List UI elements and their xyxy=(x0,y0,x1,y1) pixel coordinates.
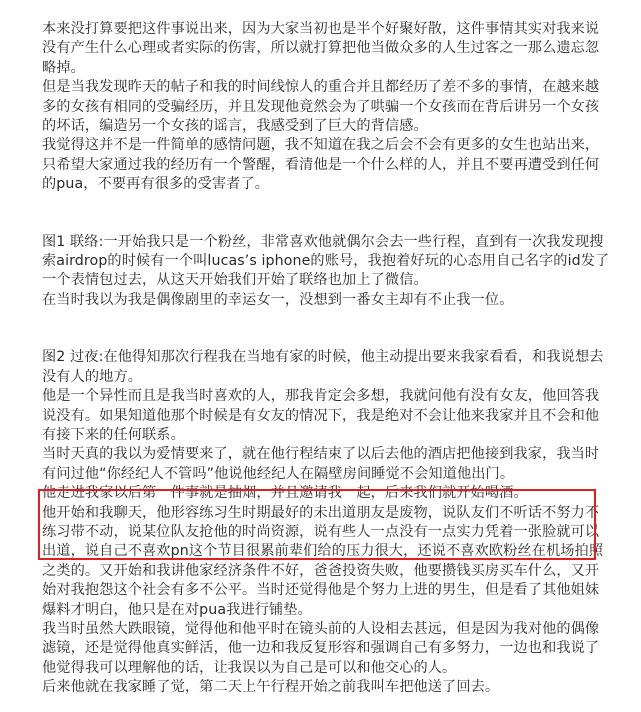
intro-paragraph-3: 我觉得这并不是一件简单的感情问题，我不知道在我之后会不会有更多的女生也站出来，只希望大家通过我的经历有一个警醒，看清他是一个什么样的人，并且不要再遭受到任何的pua，不要再有很多的受害者了。 xyxy=(42,137,600,193)
fig2-paragraph-3: 当时天真的我以为爱情要来了，就在他行程结束了以后去他的酒店把他接到我家，我当时有问过他“你经纪人不管吗”他说他经纪人在隔壁房间睡觉不会知道他出门。 xyxy=(42,446,600,482)
fig2-paragraph-5: 他开始和我聊天，他形容练习生时期最好的未出道朋友是废物，说队友们不听话不努力不练习带不动，说某位队友抢他的时尚资源，说有些人一点没有一点实力凭着一张脸就可以出道，说自己不喜欢pn这个节目很累前辈们给的压力很大，还说不喜欢欧粉丝在机场拍照之类的。又开始和我讲他家经济条件不好，爸爸投资失败，他要攒钱买房买车什么，又开始对我抱怨这个社会有多不公平。当时还觉得他是个努力上进的男生，但是看了其他姐妹爆料才明白，他只是在对pua我进行铺垫。 xyxy=(42,504,604,618)
fig2-paragraph-4: 他走进我家以后第一件事就是抽烟，并且邀请我一起，后来我们就开始喝酒。 xyxy=(42,485,528,502)
intro-paragraph-1: 本来没打算要把这件事说出来，因为大家当初也是半个好聚好散，这件事情其实对我来说没有产生什么心理或者实际的伤害，所以就打算把他当做众多的人生过客之一那么遗忘忽略掉。 xyxy=(42,21,600,76)
fig2-paragraph-6: 我当时虽然大跌眼镜，觉得他和他平时在镜头前的人设相去甚远，但是因为我对他的偶像滤镜，还是觉得他真实鲜活，他一边和我反复形容和强调自己有多努力，一边也和我说了他觉得我可以理解他的话，让我误以为自己是可以和他交心的人。 xyxy=(42,620,600,676)
fig2-paragraph-2: 他是一个异性而且是我当时喜欢的人，那我肯定会多想，我就问他有没有女友，他回答我说没有。如果知道他那个时候是有女友的情况下，我是绝对不会让他来我家并且不会和他有接下来的任何联系。 xyxy=(42,388,600,443)
fig1-paragraph-2: 在当时我以为我是偶像剧里的幸运女一，没想到一番女主却有不止我一位。 xyxy=(42,291,514,308)
intro-paragraph-2: 但是当我发现昨天的帖子和我的时间线惊人的重合并且都经历了差不多的事情，在越来越多的女孩有相同的受骗经历，并且发现他竟然会为了哄骗一个女孩而在背后讲另一个女孩的坏话，编造另一个女孩的谣言，我感受到了巨大的背信感。 xyxy=(42,79,600,135)
section-spacer xyxy=(42,195,612,233)
fig2-paragraph-7: 后来他就在我家睡了觉，第二天上午行程开始之前我叫车把他送了回去。 xyxy=(42,679,500,696)
document-body xyxy=(42,20,612,698)
fig2-paragraph-1: 图2 过夜:在他得知那次行程我在当地有家的时候，他主动提出要来我家看看，和我说想去没有人的地方。 xyxy=(42,349,604,385)
section-spacer xyxy=(42,310,612,348)
fig1-paragraph-1: 图1 联络:一开始我只是一个粉丝，非常喜欢他就偶尔会去一些行程，直到有一次我发现搜索airdrop的时候有一个叫lucas’s iphone的账号，我抱着好玩的心态用自己名字的id发了一个表情包过去，从这天开始我们开始了联络也加上了微信。 xyxy=(42,233,610,289)
